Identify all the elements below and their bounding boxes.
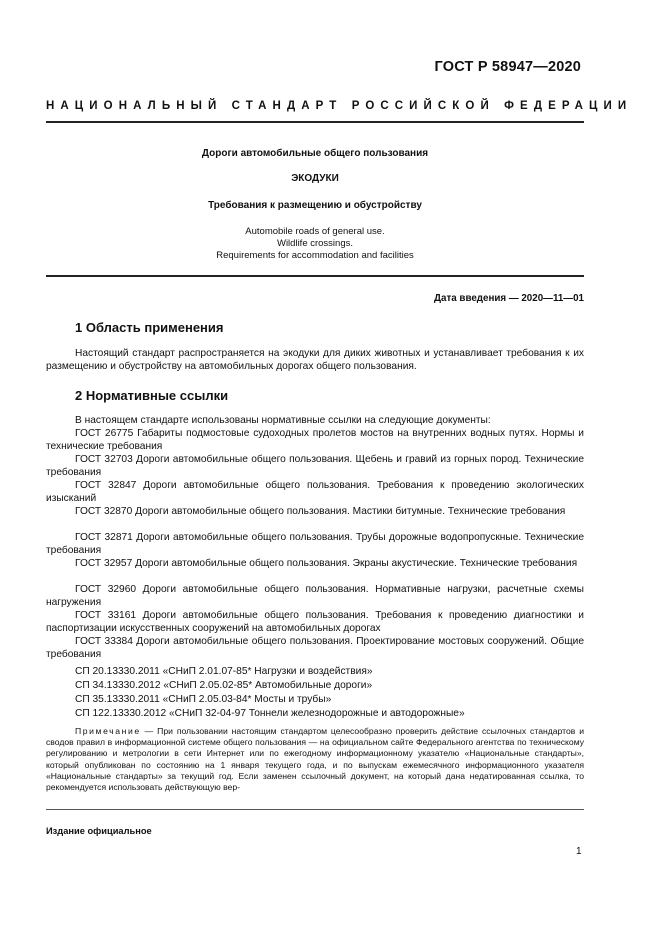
- reference-item: ГОСТ 32847 Дороги автомобильные общего пользования. Требования к проведению экологических изысканий: [46, 480, 584, 504]
- sp-reference-item: СП 34.13330.2012 «СНиП 2.05.02-85* Автомобильные дороги»: [75, 680, 373, 691]
- section1-text: Настоящий стандарт распространяется на экодуки для диких животных и устанавливает требования к их размещению и обустройству на автомобильных дорогах общего пользования.: [46, 348, 584, 372]
- reference-item: ГОСТ 32870 Дороги автомобильные общего пользования. Мастики битумные. Технические требования: [75, 506, 566, 517]
- footer-rule: [46, 809, 584, 810]
- reference-item: ГОСТ 33384 Дороги автомобильные общего пользования. Проектирование мостовых сооружений. Общие требования: [46, 636, 584, 660]
- document-title-line1: Дороги автомобильные общего пользования: [201, 148, 429, 159]
- section1-heading: 1 Область применения: [75, 320, 224, 335]
- sp-reference-item: СП 20.13330.2011 «СНиП 2.01.07-85* Нагрузки и воздействия»: [75, 666, 373, 677]
- english-title-line1: Automobile roads of general use.: [245, 226, 385, 237]
- sp-reference-item: СП 122.13330.2012 «СНиП 32-04-97 Тоннели железнодорожные и автодорожные»: [75, 708, 465, 719]
- reference-item: ГОСТ 26775 Габариты подмостовые судоходных пролетов мостов на внутренних водных путях. Нормы и технические требования: [46, 428, 584, 452]
- section2-intro: В настоящем стандарте использованы нормативные ссылки на следующие документы:: [75, 415, 491, 426]
- document-title-line2: ЭКОДУКИ: [291, 173, 339, 184]
- document-title-line3: Требования к размещению и обустройству: [208, 200, 422, 211]
- title-rule: [46, 275, 584, 277]
- reference-item: ГОСТ 32957 Дороги автомобильные общего пользования. Экраны акустические. Технические требования: [75, 558, 578, 569]
- english-title-line2: Wildlife crossings.: [276, 238, 354, 249]
- page-number: 1: [576, 846, 582, 857]
- header-rule: [46, 121, 584, 123]
- introduction-date: Дата введения — 2020—11—01: [434, 293, 584, 304]
- sp-reference-item: СП 35.13330.2011 «СНиП 2.05.03-84* Мосты и трубы»: [75, 694, 332, 705]
- gost-number: ГОСТ Р 58947—2020: [434, 59, 581, 75]
- note-paragraph: [46, 726, 584, 793]
- note-label: Примечание: [75, 726, 141, 736]
- note-text: — При пользовании настоящим стандартом целесообразно проверить действие ссылочных стандартов и сводов правил в информационной системе общего пользования — на официальном сайте Федерального агентства по техническому регулированию и метрологии в сети Интернет или по ежегодному информационному указателю «Национальные стандарты», который опубликован по состоянию на 1 января текущего года, и по выпускам ежемесячного информационного указателя «Национальные стандарты» за текущий год. Если заменен ссылочный документ, на который дана недатированная ссылка, то рекомендуется использовать действующую вер-: [46, 726, 584, 793]
- english-title-line3: Requirements for accommodation and facilities: [216, 250, 414, 261]
- reference-item: ГОСТ 33161 Дороги автомобильные общего пользования. Требования к проведению диагностики и паспортизации искусственных сооружений на автомобильных дорогах: [46, 610, 584, 634]
- section2-heading: 2 Нормативные ссылки: [75, 388, 229, 403]
- national-standard-title: НАЦИОНАЛЬНЫЙ СТАНДАРТ РОССИЙСКОЙ ФЕДЕРАЦИИ: [46, 100, 633, 112]
- reference-item: ГОСТ 32960 Дороги автомобильные общего пользования. Нормативные нагрузки, расчетные схемы нагружения: [46, 584, 584, 608]
- reference-item: ГОСТ 32871 Дороги автомобильные общего пользования. Трубы дорожные водопропускные. Технические требования: [46, 532, 584, 556]
- official-edition-label: Издание официальное: [46, 826, 152, 836]
- reference-item: ГОСТ 32703 Дороги автомобильные общего пользования. Щебень и гравий из горных пород. Технические требования: [46, 454, 584, 478]
